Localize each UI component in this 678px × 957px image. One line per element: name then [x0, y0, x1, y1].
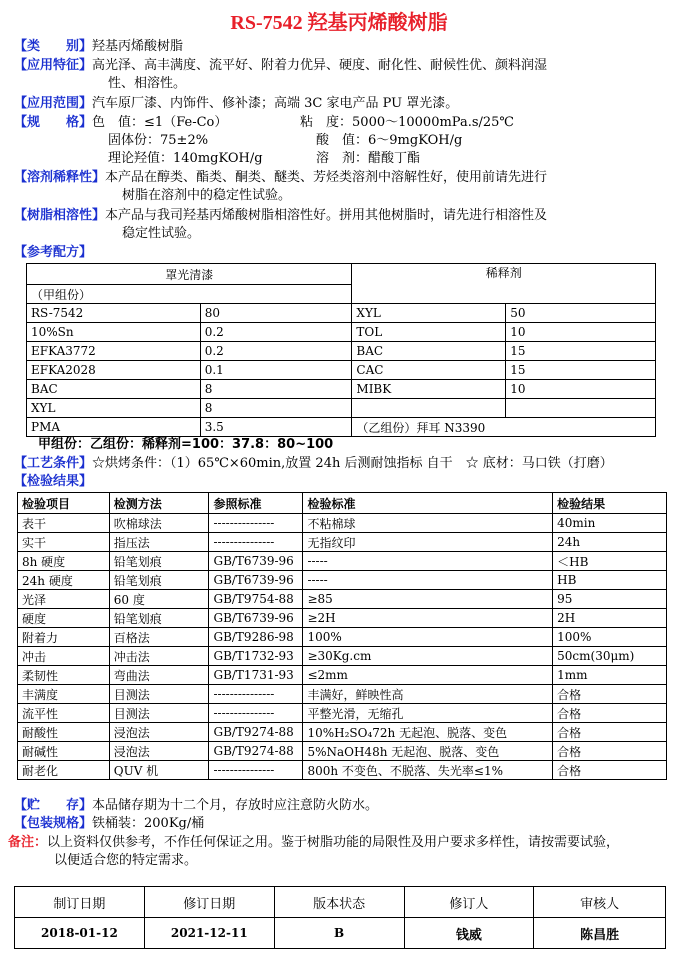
solvent-label: 溶 剂： [316, 151, 369, 166]
group-b-cell: （乙组份）拜耳 N3390 [352, 418, 656, 437]
formula-component: EFKA2028 [27, 361, 201, 380]
col-header: 检验结果 [553, 493, 667, 514]
dilution-row [14, 169, 670, 187]
reference-standard: --------------- [209, 761, 303, 780]
col-header: 检验标准 [303, 493, 553, 514]
category-value: 羟基丙烯酸树脂 [92, 39, 184, 54]
solid-value: 75±2% [160, 133, 209, 148]
thinner-header: 稀释剂 [352, 264, 656, 304]
reference-standard: --------------- [209, 685, 303, 704]
test-method: 60 度 [109, 590, 209, 609]
note-label: 备注： [8, 835, 48, 850]
table-row [27, 418, 656, 437]
formula-component: RS-7542 [27, 304, 201, 323]
package-label: 【包装规格】 [14, 816, 93, 831]
color-value: ≤1（Fe-Co） [144, 115, 228, 130]
table-row [18, 723, 667, 742]
test-standard: 5%NaOH48h 无起泡、脱落、变色 [303, 742, 553, 761]
reference-standard: GB/T9754-88 [209, 590, 303, 609]
storage-row [14, 797, 670, 815]
test-standard: ≥30Kg.cm [303, 647, 553, 666]
table-row [18, 742, 667, 761]
test-result: 1mm [553, 666, 667, 685]
formula-amount: 0.1 [200, 361, 352, 380]
reference-standard: --------------- [209, 533, 303, 552]
test-method: 浸泡法 [109, 723, 209, 742]
test-standard: 800h 不变色、不脱落、失光率≤1% [303, 761, 553, 780]
acid-value: 6～9mgKOH/g [368, 133, 463, 148]
scope-row [14, 95, 670, 113]
revised-date: 2021-12-11 [144, 918, 274, 949]
thinner-amount: 15 [506, 342, 656, 361]
item-name: 流平性 [18, 704, 110, 723]
dilution-label: 【溶剂稀释性】 [14, 170, 106, 185]
spec-row-2 [14, 132, 670, 150]
inspection-body [18, 514, 667, 780]
reference-standard: --------------- [209, 514, 303, 533]
test-standard: 10%H₂SO₄72h 无起泡、脱落、变色 [303, 723, 553, 742]
table-row [18, 628, 667, 647]
formula-component: PMA [27, 418, 201, 437]
test-method: 指压法 [109, 533, 209, 552]
table-row [18, 647, 667, 666]
formula-label: 【参考配方】 [14, 245, 93, 260]
table-row [18, 761, 667, 780]
test-result: 2H [553, 609, 667, 628]
note-line1: 以上资料仅供参考，不作任何保证之用。鉴于树脂功能的局限性及用户要求多样性，请按需要试验， [47, 835, 620, 850]
table-row [18, 666, 667, 685]
formula-table [26, 263, 656, 437]
col-header: 检测方法 [109, 493, 209, 514]
features-row-cont [14, 75, 670, 93]
revision-header: 制订日期 [15, 887, 145, 918]
scope-label: 【应用范围】 [14, 96, 93, 111]
thinner-component: BAC [352, 342, 506, 361]
test-standard: ≤2mm [303, 666, 553, 685]
test-method: 冲击法 [109, 647, 209, 666]
revision-header: 版本状态 [274, 887, 404, 918]
table-row [18, 609, 667, 628]
formula-component: BAC [27, 380, 201, 399]
formula-amount: 8 [200, 380, 352, 399]
thinner-component: MIBK [352, 380, 506, 399]
package-row [14, 815, 670, 833]
test-result: 24h [553, 533, 667, 552]
test-standard: 丰满好，鲜映性高 [303, 685, 553, 704]
table-row [27, 342, 656, 361]
col-header: 检验项目 [18, 493, 110, 514]
reference-standard: GB/T1732-93 [209, 647, 303, 666]
process-value: ☆烘烤条件：（1）65℃×60min,放置 24h 后测耐蚀指标 自干 ☆ 底材：马口铁（打磨） [92, 456, 613, 471]
formula-amount: 8 [200, 399, 352, 418]
spec-row-1 [14, 114, 670, 132]
test-method: 铅笔划痕 [109, 552, 209, 571]
visc-value: 5000～10000mPa.s/25℃ [352, 115, 514, 130]
mix-ratio: 甲组份：乙组份：稀释剂=100：37.8：80~100 [38, 437, 334, 452]
col-header: 参照标准 [209, 493, 303, 514]
table-row [18, 533, 667, 552]
compat-label: 【树脂相溶性】 [14, 208, 106, 223]
thinner-amount: 10 [506, 380, 656, 399]
package-value: 铁桶装：200Kg/桶 [92, 816, 205, 831]
item-name: 耐酸性 [18, 723, 110, 742]
note-row [8, 834, 670, 852]
table-row [18, 704, 667, 723]
test-standard: 平整光滑，无缩孔 [303, 704, 553, 723]
test-standard: ----- [303, 552, 553, 571]
document-title: RS-7542 羟基丙烯酸树脂 [230, 12, 448, 34]
item-name: 光泽 [18, 590, 110, 609]
item-name: 柔韧性 [18, 666, 110, 685]
formula-amount: 80 [200, 304, 352, 323]
spec-label: 【规 格】 [14, 115, 93, 130]
test-method: 弯曲法 [109, 666, 209, 685]
reference-standard: GB/T6739-96 [209, 609, 303, 628]
reviser-name: 钱威 [404, 918, 534, 949]
test-method: 百格法 [109, 628, 209, 647]
test-result: 100% [553, 628, 667, 647]
table-row [27, 399, 656, 418]
spec-row-3 [14, 150, 670, 168]
test-standard: 无指纹印 [303, 533, 553, 552]
table-row [18, 514, 667, 533]
test-standard: ≥85 [303, 590, 553, 609]
test-method: 目测法 [109, 685, 209, 704]
process-row [14, 455, 670, 473]
created-date: 2018-01-12 [15, 918, 145, 949]
revision-header: 修订日期 [144, 887, 274, 918]
item-name: 耐老化 [18, 761, 110, 780]
oh-label: 理论羟值： [108, 151, 174, 166]
dilution-row-cont [14, 187, 670, 205]
test-result: ＜HB [553, 552, 667, 571]
test-result: 合格 [553, 723, 667, 742]
reference-standard: GB/T6739-96 [209, 552, 303, 571]
solid-label: 固体份： [108, 133, 161, 148]
clear-header: 罩光清漆 [27, 264, 352, 285]
item-name: 实干 [18, 533, 110, 552]
test-result: 95 [553, 590, 667, 609]
inspection-header-row [18, 493, 667, 514]
revision-header: 审核人 [534, 887, 666, 918]
test-method: 铅笔划痕 [109, 571, 209, 590]
test-result: 50cm(30μm) [553, 647, 667, 666]
dilution-line1: 本产品在醇类、酯类、酮类、醚类、芳烃类溶剂中溶解性好，使用前请先进行 [105, 170, 548, 185]
item-name: 耐碱性 [18, 742, 110, 761]
solvent-value: 醋酸丁酯 [368, 151, 421, 166]
test-result: 合格 [553, 685, 667, 704]
test-result: HB [553, 571, 667, 590]
table-row [27, 304, 656, 323]
test-result: 合格 [553, 704, 667, 723]
color-label: 色 值： [92, 115, 145, 130]
thinner-amount: 50 [506, 304, 656, 323]
compat-row [14, 207, 670, 225]
process-label: 【工艺条件】 [14, 456, 93, 471]
item-name: 冲击 [18, 647, 110, 666]
category-row [14, 38, 670, 56]
formula-component: XYL [27, 399, 201, 418]
item-name: 附着力 [18, 628, 110, 647]
features-line1: 高光泽、高丰满度、流平好、附着力优异、硬度、耐化性、耐候性优、颜料润湿 [92, 58, 548, 73]
features-line2: 性、相溶性。 [108, 76, 187, 91]
formula-heading-row [14, 244, 670, 262]
visc-label: 粘 度： [300, 115, 353, 130]
test-method: 吹棉球法 [109, 514, 209, 533]
formula-component: EFKA3772 [27, 342, 201, 361]
test-result: 合格 [553, 742, 667, 761]
formula-component: 10%Sn [27, 323, 201, 342]
oh-value: 140mgKOH/g [173, 151, 263, 166]
formula-amount: 3.5 [200, 418, 352, 437]
test-method: QUV 机 [109, 761, 209, 780]
revision-header: 修订人 [404, 887, 534, 918]
test-method: 目测法 [109, 704, 209, 723]
acid-label: 酸 值： [316, 133, 369, 148]
reference-standard: GB/T6739-96 [209, 571, 303, 590]
formula-amount: 0.2 [200, 342, 352, 361]
item-name: 8h 硬度 [18, 552, 110, 571]
reference-standard: GB/T9274-88 [209, 742, 303, 761]
compat-row-cont [14, 225, 670, 243]
version-status: B [274, 918, 404, 949]
item-name: 24h 硬度 [18, 571, 110, 590]
compat-line2: 稳定性试验。 [122, 226, 201, 241]
formula-amount: 0.2 [200, 323, 352, 342]
table-row [18, 590, 667, 609]
test-result: 合格 [553, 761, 667, 780]
features-row [14, 57, 670, 75]
note-row-cont [54, 852, 670, 870]
test-standard: 不粘棉球 [303, 514, 553, 533]
test-standard: ----- [303, 571, 553, 590]
reference-standard: GB/T9274-88 [209, 723, 303, 742]
table-row [27, 361, 656, 380]
item-name: 丰满度 [18, 685, 110, 704]
thinner-amount: 10 [506, 323, 656, 342]
scope-value: 汽车原厂漆、内饰件、修补漆；高端 3C 家电产品 PU 罩光漆。 [92, 96, 459, 111]
dilution-line2: 树脂在溶剂中的稳定性试验。 [122, 188, 292, 203]
table-row [18, 571, 667, 590]
storage-value: 本品储存期为十二个月，存放时应注意防火防水。 [92, 798, 379, 813]
thinner-component: XYL [352, 304, 506, 323]
storage-label: 【贮 存】 [14, 798, 93, 813]
thinner-amount: 15 [506, 361, 656, 380]
table-row [27, 380, 656, 399]
reference-standard: --------------- [209, 704, 303, 723]
revision-header-row [15, 887, 666, 918]
ratio-row [38, 436, 670, 454]
inspection-label: 【检验结果】 [14, 474, 93, 489]
test-result: 40min [553, 514, 667, 533]
revision-value-row [15, 918, 666, 949]
inspection-heading-row [14, 473, 670, 491]
test-standard: ≥2H [303, 609, 553, 628]
test-method: 铅笔划痕 [109, 609, 209, 628]
table-row [18, 552, 667, 571]
revision-table [14, 886, 666, 949]
test-method: 浸泡法 [109, 742, 209, 761]
reference-standard: GB/T1731-93 [209, 666, 303, 685]
table-row [27, 323, 656, 342]
group-a-cell: （甲组份） [27, 285, 352, 304]
table-row [18, 685, 667, 704]
thinner-component: TOL [352, 323, 506, 342]
features-label: 【应用特征】 [14, 58, 93, 73]
thinner-component: CAC [352, 361, 506, 380]
inspection-table [17, 492, 667, 780]
compat-line1: 本产品与我司羟基丙烯酸树脂相溶性好。拼用其他树脂时，请先进行相溶性及 [105, 208, 548, 223]
item-name: 硬度 [18, 609, 110, 628]
reference-standard: GB/T9286-98 [209, 628, 303, 647]
note-line2: 以便适合您的特定需求。 [54, 853, 198, 868]
item-name: 表干 [18, 514, 110, 533]
approver-name: 陈昌胜 [534, 918, 666, 949]
category-label: 【类 别】 [14, 39, 93, 54]
test-standard: 100% [303, 628, 553, 647]
